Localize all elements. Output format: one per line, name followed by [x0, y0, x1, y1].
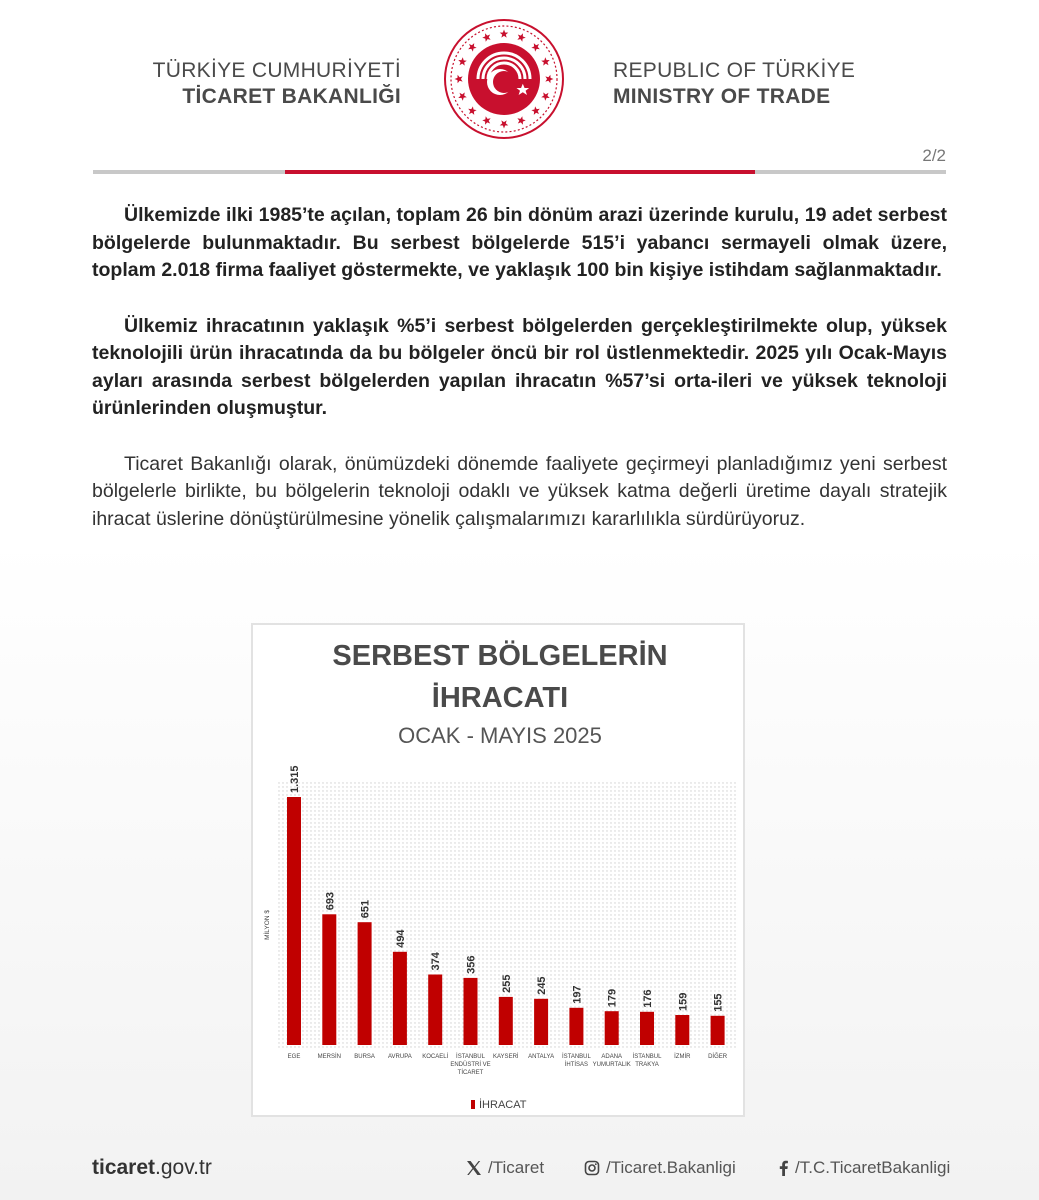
x-handle: /Ticaret — [488, 1158, 545, 1177]
letterhead-english — [613, 58, 855, 110]
category-label: TRAKYA — [635, 1062, 659, 1068]
category-label: MERSİN — [317, 1054, 341, 1060]
bar-value-label: 197 — [571, 985, 584, 1004]
export-chart-svg — [253, 625, 743, 1115]
website-domain: .gov.tr — [155, 1156, 212, 1179]
republic-name-tr: TÜRKİYE CUMHURİYETİ — [152, 59, 401, 82]
document-body — [92, 202, 947, 533]
paragraph-ministry-plans: Ticaret Bakanlığı olarak, önümüzdeki dönemde faaliyete geçirmeyi planladığımız yeni serbest bölgelerle birlikte, bu bölgelerin teknoloji odaklı ve yüksek katma değerli üretime dayalı stratejik ihracat üslerine dönüştürülmesine yönelik çalışmalarımızı kararlılıkla sürdürüyoruz. — [92, 452, 947, 530]
bar-value-label: 374 — [430, 952, 443, 971]
bar-1 — [287, 797, 301, 1045]
bar-value-label: 494 — [394, 929, 407, 948]
category-label: İSTANBUL — [632, 1054, 662, 1060]
x-logo-icon — [466, 1160, 482, 1176]
bar-4 — [393, 952, 407, 1045]
letterhead — [0, 0, 1039, 165]
ministry-name-en: MINISTRY OF TRADE — [613, 85, 831, 108]
chart-subtitle: OCAK - MAYIS 2025 — [398, 723, 602, 748]
bar-2 — [322, 914, 336, 1045]
instagram-icon — [584, 1160, 600, 1176]
footer — [0, 1150, 1039, 1190]
bar-3 — [358, 922, 372, 1045]
bar-13 — [711, 1016, 725, 1045]
bar-7 — [499, 997, 513, 1045]
bar-value-label: 179 — [606, 988, 619, 1008]
header-divider — [93, 170, 946, 174]
bar-value-label: 255 — [500, 974, 513, 993]
bar-value-label: 176 — [642, 989, 654, 1008]
category-label: İHTİSAS — [564, 1062, 589, 1068]
bar-value-label: 693 — [324, 891, 337, 911]
bar-10 — [605, 1011, 619, 1045]
category-label: YUMURTALIK — [592, 1062, 631, 1068]
legend-swatch — [471, 1100, 475, 1109]
bar-6 — [464, 978, 478, 1045]
export-chart — [251, 623, 745, 1117]
category-label: İZMİR — [674, 1054, 691, 1060]
bar-8 — [534, 999, 548, 1045]
ministry-name-tr: TİCARET BAKANLIĞI — [182, 85, 401, 108]
category-label: ENDÜSTRİ VE — [450, 1062, 491, 1068]
ministry-emblem-icon — [443, 18, 565, 140]
instagram-handle: /Ticaret.Bakanligi — [606, 1158, 736, 1177]
letterhead-turkish — [153, 58, 401, 110]
bar-value-label: 159 — [677, 992, 690, 1011]
header-divider-accent — [285, 170, 755, 174]
instagram-link[interactable] — [584, 1158, 736, 1178]
bar-value-label: 245 — [536, 976, 549, 995]
paragraph-free-zones-overview: Ülkemizde ilki 1985’te açılan, toplam 26 bin dönüm arazi üzerinde kurulu, 19 adet serbest bölgelerde bulunmaktadır. Bu serbest bölgelerde 515’i yabancı sermayeli olmak üzere, toplam 2.018 firma faaliyet göstermekte, ve yaklaşık 100 bin kişiye istihdam sağlanmaktadır. — [92, 204, 947, 281]
page-number: 2/2 — [922, 146, 946, 165]
bar-9 — [569, 1008, 583, 1045]
category-label: İSTANBUL — [456, 1054, 485, 1060]
republic-name-en: REPUBLIC OF TÜRKİYE — [613, 59, 856, 82]
category-label: AVRUPA — [388, 1054, 412, 1060]
category-label: BURSA — [354, 1054, 375, 1060]
bar-value-label: 1.315 — [289, 765, 301, 793]
category-label: DİĞER — [708, 1054, 728, 1060]
bar-5 — [428, 975, 442, 1046]
bar-11 — [640, 1012, 654, 1045]
category-label: KAYSERİ — [493, 1054, 519, 1060]
category-label: ANTALYA — [528, 1054, 555, 1060]
website-link[interactable] — [92, 1156, 212, 1180]
category-label: ADANA — [601, 1054, 623, 1060]
chart-title-line1: SERBEST BÖLGELERİN — [332, 640, 668, 672]
category-label: TİCARET — [457, 1070, 484, 1076]
legend-label: İHRACAT — [479, 1099, 527, 1111]
bar-value-label: 651 — [359, 899, 372, 919]
bar-12 — [675, 1015, 689, 1045]
category-label: EGE — [287, 1054, 301, 1060]
x-link[interactable] — [466, 1158, 544, 1178]
bar-value-label: 356 — [465, 955, 478, 974]
chart-title-line2: İHRACATI — [431, 682, 569, 714]
facebook-handle: /T.C.TicaretBakanligi — [795, 1158, 951, 1177]
y-axis-label: MİLYON $ — [264, 910, 271, 940]
bar-value-label: 155 — [712, 993, 725, 1012]
paragraph-free-zones-exports: Ülkemiz ihracatının yaklaşık %5’i serbest bölgelerden gerçekleştirilmekte olup, yüksek teknolojili ürün ihracatında da bu bölgeler öncü bir rol üstlenmektedir. 2025 yılı Ocak-Mayıs ayları arasında serbest bölgelerden yapılan ihracatın %57’si orta-ileri ve yüksek teknoloji ürünlerinden oluşmuştur. — [92, 314, 947, 419]
facebook-link[interactable] — [778, 1158, 950, 1178]
website-bold: ticaret — [92, 1156, 156, 1179]
category-label: KOCAELİ — [422, 1054, 449, 1060]
category-label: İSTANBUL — [561, 1054, 591, 1060]
facebook-icon — [778, 1160, 789, 1176]
